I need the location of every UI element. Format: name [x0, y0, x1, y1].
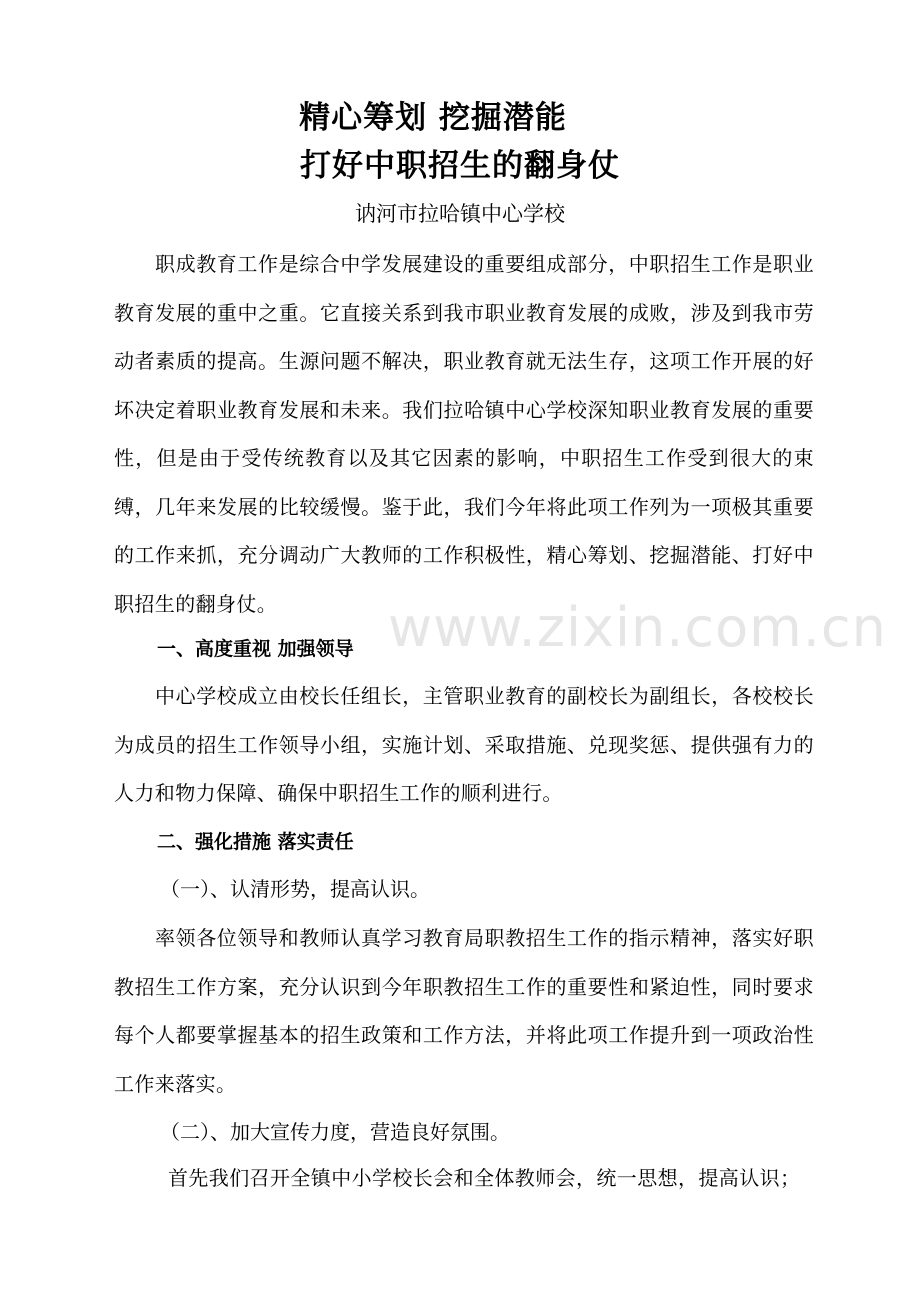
- subheading-1: （一）、认清形势，提高认识。: [160, 877, 430, 901]
- document-title-line2: 打好中职招生的翻身仗: [300, 148, 620, 184]
- paragraph-text: 率领各位领导和教师认真学习教育局职教招生工作的指示精神，落实好职教招生工作方案，充分认识到今年职教招生工作的重要性和紧迫性，同时要求每个人都要掌握基本的招生政策和工作方法，并将此项工作提升到一项政治性工作来落实。: [114, 926, 814, 1096]
- document-author: 讷河市拉哈镇中心学校: [355, 202, 565, 226]
- paragraph-leadership: [114, 672, 814, 818]
- paragraph-intro: [114, 240, 814, 628]
- paragraph-study: [114, 914, 814, 1108]
- paragraph-text: 中心学校成立由校长任组长，主管职业教育的副校长为副组长，各校校长为成员的招生工作领导小组，实施计划、采取措施、兑现奖惩、提供强有力的人力和物力保障、确保中职招生工作的顺利进行。: [114, 684, 814, 805]
- paragraph-text: 职成教育工作是综合中学发展建设的重要组成部分，中职招生工作是职业教育发展的重中之重。它直接关系到我市职业教育发展的成败，涉及到我市劳动者素质的提高。生源问题不解决，职业教育就无法生存，这项工作开展的好坏决定着职业教育发展和未来。我们拉哈镇中心学校深知职业教育发展的重要性，但是由于受传统教育以及其它因素的影响，中职招生工作受到很大的束缚，几年来发展的比较缓慢。鉴于此，我们今年将此项工作列为一项极其重要的工作来抓，充分调动广大教师的工作积极性，精心筹划、挖掘潜能、打好中职招生的翻身仗。: [114, 252, 814, 616]
- paragraph-meeting: 首先我们召开全镇中小学校长会和全体教师会，统一思想，提高认识；: [168, 1166, 801, 1190]
- watermark: www.zixin.com.cn: [388, 596, 887, 659]
- section-heading-2: 二、强化措施 落实责任: [157, 831, 354, 853]
- document-title-line1: 精心筹划 挖掘潜能: [299, 100, 567, 136]
- section-heading-1: 一、高度重视 加强领导: [157, 638, 354, 660]
- subheading-2: （二）、加大宣传力度，营造良好氛围。: [160, 1120, 510, 1144]
